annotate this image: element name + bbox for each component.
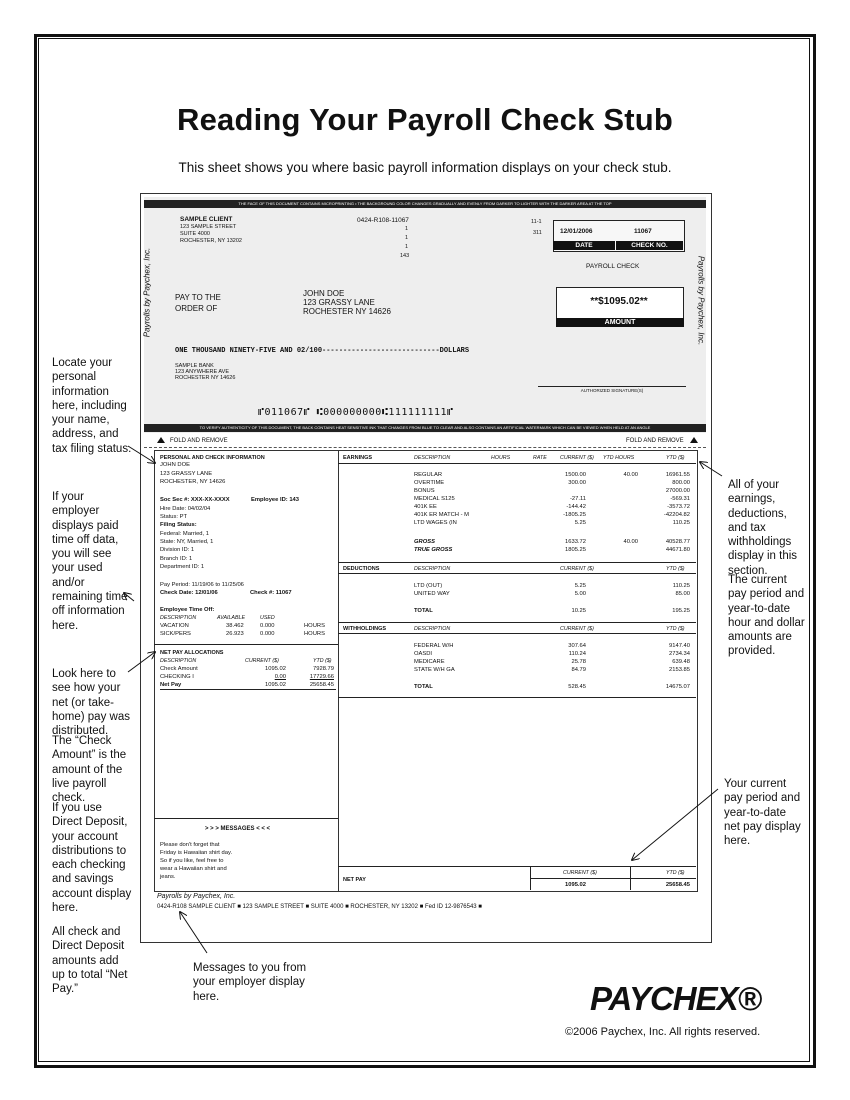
earnings-overtime-ytd: 800.00 [672, 480, 690, 486]
pay-to-label-1: PAY TO THE [175, 293, 221, 302]
earnings-col-current: CURRENT ($) [560, 455, 594, 461]
deductions-total-ytd: 195.25 [672, 608, 690, 614]
check-ref-num-2: 1 [405, 235, 409, 241]
withholdings-col-ytd: YTD ($) [666, 626, 685, 632]
check-number-value: 11067 [634, 228, 652, 235]
earnings-label: EARNINGS [343, 455, 373, 461]
true-gross-label: TRUE GROSS [414, 547, 453, 553]
deductions-total-label: TOTAL [414, 608, 433, 614]
net-alloc-netpay-desc: Net Pay [160, 682, 182, 688]
amount-value: **$1095.02** [590, 296, 648, 307]
filing-status: Filing Status: [160, 522, 197, 528]
withholding-oasdi-current: 110.24 [568, 651, 586, 657]
withholding-federal-current: 307.64 [568, 643, 586, 649]
copyright: ©2006 Paychex, Inc. All rights reserved. [565, 1026, 761, 1038]
withholding-state-current: 84.79 [571, 667, 586, 673]
pay-to-label-2: ORDER OF [175, 304, 218, 313]
earnings-col-ytd: YTD ($) [666, 455, 685, 461]
page-subtitle: This sheet shows you where basic payroll information displays on your check stub. [178, 160, 672, 175]
time-off-vacation-available: 38.462 [226, 623, 244, 629]
deductions-col-ytd: YTD ($) [666, 566, 685, 572]
net-pay-label: NET PAY [343, 877, 366, 883]
deduction-unitedway-current: 5.00 [574, 591, 586, 597]
bank-city: ROCHESTER NY 14626 [175, 375, 236, 381]
employee-id: Employee ID: 143 [251, 497, 300, 503]
check-no-label: CHECK NO. [616, 241, 683, 250]
withholdings-col-current: CURRENT ($) [560, 626, 594, 632]
deduction-ltd-current: 5.25 [574, 583, 586, 589]
earnings-ltd-current: 5.25 [574, 520, 586, 526]
stub-footer-address: 0424-R108 SAMPLE CLIENT ■ 123 SAMPLE STREET ■ SUITE 4000 ■ ROCHESTER, NY 13202 ■ Fed ID 12-9876543 ■ [157, 904, 482, 910]
deductions-col-current: CURRENT ($) [560, 566, 594, 572]
earnings-401ker-current: -1805.25 [563, 512, 586, 518]
withholdings-total-ytd: 14675.07 [665, 684, 690, 690]
earnings-regular-current: 1500.00 [565, 472, 586, 478]
division-id: Division ID: 1 [160, 547, 195, 553]
annotation-time-off: If your employer displays paid time off data, you will see your used and/or remaining time off information here. [52, 491, 128, 632]
net-alloc-col-current: CURRENT ($) [245, 658, 279, 664]
earnings-regular-ytd: 16961.55 [665, 472, 690, 478]
earnings-401kee-current: -144.42 [566, 504, 586, 510]
client-suite: SUITE 4000 [180, 231, 210, 237]
net-alloc-netpay-current: 1095.02 [265, 682, 286, 688]
annotation-current-pay: The current pay period and year-to-date hour and dollar amounts are provided. [728, 574, 805, 658]
arrow-time-off [124, 593, 134, 601]
soc-sec: Soc Sec #: XXX-XX-XXXX [160, 497, 230, 503]
message-line-2: Friday is Hawaiian shirt day. [160, 850, 233, 856]
time-off-vacation-desc: VACATION [160, 623, 189, 629]
micr-line: ⑈011067⑈ ⑆000000000⑆111111111⑈ [258, 407, 454, 418]
time-off-header: Employee Time Off: [160, 607, 215, 613]
stub-footer-brand: Payrolls by Paychex, Inc. [157, 893, 236, 900]
net-alloc-col-ytd: YTD ($) [313, 658, 332, 664]
net-pay-current: 1095.02 [565, 882, 586, 888]
client-street: 123 SAMPLE STREET [180, 224, 237, 230]
net-alloc-checking-desc: CHECKING I [160, 674, 194, 680]
check-ref-code: 0424-R108-11067 [357, 217, 409, 224]
gross-ytd-hours: 40.00 [623, 539, 638, 545]
personal-street: 123 GRASSY LANE [160, 471, 213, 477]
withholdings-col-desc: DESCRIPTION [414, 626, 451, 632]
net-pay-ytd: 25658.45 [665, 882, 690, 888]
net-alloc-checking-ytd: 17729.66 [309, 674, 334, 680]
signature-label: AUTHORIZED SIGNATURE(S) [580, 388, 644, 393]
deduction-unitedway-ytd: 85.00 [675, 591, 690, 597]
earnings-401kee-ytd: -3573.72 [667, 504, 690, 510]
earnings-bonus-ytd: 27000.00 [665, 488, 690, 494]
annotation-your-current: Your current pay period and year-to-date net pay display here. [724, 778, 801, 848]
check-ref-num-4: 143 [400, 253, 410, 259]
fold-label-right: FOLD AND REMOVE [626, 438, 684, 444]
deduction-ltd-desc: LTD (OUT) [414, 583, 443, 589]
department-id: Department ID: 1 [160, 564, 205, 570]
arrow-your-current [632, 789, 718, 860]
side-text-left: Payrolls by Paychex, Inc. [142, 247, 152, 338]
payee-city: ROCHESTER NY 14626 [303, 307, 391, 316]
earnings-ltd-desc: LTD WAGES (IN [414, 520, 457, 526]
check-ref-num-3: 1 [405, 244, 409, 250]
message-line-3: So if you like, feel free to [160, 858, 224, 864]
side-text-right: Payrolls by Paychex, Inc. [696, 255, 706, 346]
deductions-total-current: 10.25 [571, 608, 586, 614]
time-off-col-desc: DESCRIPTION [160, 615, 197, 621]
deduction-ltd-ytd: 110.25 [672, 583, 690, 589]
withholdings-total-label: TOTAL [414, 684, 433, 690]
earnings-col-rate: RATE [533, 455, 547, 461]
message-line-1: Please don't forget that [160, 842, 220, 848]
amount-label: AMOUNT [556, 318, 684, 327]
withholding-medicare-ytd: 639.48 [672, 659, 690, 665]
net-alloc-checking-current: 0.00 [274, 674, 286, 680]
net-alloc-netpay-ytd: 25658.45 [309, 682, 334, 688]
earnings-regular-ytd-hours: 40.00 [623, 472, 638, 478]
deduction-unitedway-desc: UNITED WAY [414, 591, 450, 597]
earnings-401ker-desc: 401K ER MATCH - M [414, 512, 469, 518]
time-off-sick-used: 0.000 [260, 631, 275, 637]
personal-name: JOHN DOE [160, 462, 190, 468]
withholding-medicare-desc: MEDICARE [414, 659, 445, 665]
annotation-earnings: All of your earnings, deductions, and tax withholdings display in this section. [728, 479, 798, 577]
annotation-direct-deposit: If you use Direct Deposit, your account distributions to each checking and savings account display here. [52, 802, 132, 915]
message-line-5: jeans. [160, 874, 176, 880]
client-city: ROCHESTER, NY 13202 [180, 238, 242, 244]
gross-label: GROSS [414, 539, 435, 545]
earnings-overtime-current: 300.00 [568, 480, 586, 486]
hire-date: Hire Date: 04/02/04 [160, 506, 211, 512]
check-date: Check Date: 12/01/06 [160, 590, 218, 596]
state-status: State: NY, Married, 1 [160, 539, 214, 545]
bank-street: 123 ANYWHERE AVE [175, 369, 230, 375]
federal-status: Federal: Married, 1 [160, 531, 209, 537]
check-date-value: 12/01/2006 [560, 228, 593, 235]
withholding-federal-ytd: 9147.40 [669, 643, 690, 649]
annotation-all-add-up: All check and Direct Deposit amounts add up to total “Net Pay.” [52, 926, 128, 996]
true-gross-ytd: 44671.80 [665, 547, 690, 553]
messages-header: > > > MESSAGES < < < [205, 826, 271, 832]
net-pay-col-ytd: YTD ($) [666, 870, 685, 876]
net-alloc-check-ytd: 7928.79 [313, 666, 334, 672]
time-off-sick-available: 26.923 [226, 631, 244, 637]
withholding-state-ytd: 2153.85 [669, 667, 690, 673]
annotation-net-pay: Look here to see how your net (or take-home) pay was distributed. [52, 668, 130, 738]
arrow-personal-info [128, 446, 155, 463]
fold-label-left: FOLD AND REMOVE [170, 438, 228, 444]
deductions-col-desc: DESCRIPTION [414, 566, 451, 572]
withholding-federal-desc: FEDERAL W/H [414, 643, 454, 649]
bank-name: SAMPLE BANK [175, 363, 214, 369]
time-off-col-available: AVAILABLE [217, 615, 245, 621]
client-name: SAMPLE CLIENT [180, 216, 233, 223]
time-off-sick-unit: HOURS [304, 631, 325, 637]
annotation-messages: Messages to you from your employer display here. [193, 962, 307, 1003]
earnings-401ker-ytd: -42204.82 [663, 512, 690, 518]
payee-street: 123 GRASSY LANE [303, 298, 375, 307]
fraction-top: 11-1 [531, 219, 542, 225]
deductions-label: DEDUCTIONS [343, 566, 380, 572]
earnings-col-desc: DESCRIPTION [414, 455, 451, 461]
true-gross-current: 1805.25 [565, 547, 586, 553]
check-number: Check #: 11067 [250, 590, 292, 596]
withholdings-label: WITHHOLDINGS [343, 626, 387, 632]
annotation-check-amount: The “Check Amount” is the amount of the live payroll check. [52, 735, 127, 805]
net-alloc-check-current: 1095.02 [265, 666, 286, 672]
time-off-sick-desc: SICK/PERS [160, 631, 191, 637]
withholdings-total-current: 528.45 [568, 684, 586, 690]
personal-city: ROCHESTER, NY 14626 [160, 479, 226, 485]
earnings-col-ytd-hours: YTD HOURS [603, 455, 635, 461]
payroll-check-label: PAYROLL CHECK [586, 263, 640, 270]
earnings-401kee-desc: 401K EE [414, 504, 437, 510]
check-ref-num-1: 1 [405, 226, 409, 232]
amount-in-words: ONE THOUSAND NINETY-FIVE AND 02/100----------------------------DOLLARS [175, 347, 470, 355]
payee-name: JOHN DOE [303, 289, 345, 298]
arrow-net-pay [128, 652, 155, 672]
gross-current: 1633.72 [565, 539, 586, 545]
branch-id: Branch ID: 1 [160, 556, 193, 562]
paychex-logo: PAYCHEX® [590, 980, 761, 1017]
net-alloc-header: NET PAY ALLOCATIONS [160, 650, 224, 656]
net-alloc-check-desc: Check Amount [160, 666, 198, 672]
check-banner-bottom: TO VERIFY AUTHENTICITY OF THIS DOCUMENT, THE BACK CONTAINS HEAT SENSITIVE INK THAT CHANGES FROM BLUE TO CLEAR AND ALSO CONTAINS AN ARTIFICIAL WATERMARK WHICH CAN BE VIEWED WHEN HELD AT AN ANGLE [144, 424, 706, 432]
check-banner-top: THE FACE OF THIS DOCUMENT CONTAINS MICROPRINTING • THE BACKGROUND COLOR CHANGES GRADUALLY AND EVENLY FROM DARKER TO LIGHTER WITH THE DARKER AREA AT THE TOP [144, 200, 706, 208]
net-pay-col-current: CURRENT ($) [563, 870, 597, 876]
withholding-medicare-current: 25.78 [571, 659, 586, 665]
personal-header: PERSONAL AND CHECK INFORMATION [160, 455, 265, 461]
time-off-vacation-unit: HOURS [304, 623, 325, 629]
earnings-ltd-ytd: 110.25 [672, 520, 690, 526]
pay-period: Pay Period: 11/19/06 to 11/25/06 [160, 582, 244, 588]
earnings-bonus-desc: BONUS [414, 488, 435, 494]
withholding-state-desc: STATE W/H GA [414, 667, 455, 673]
earnings-col-hours: HOURS [491, 455, 511, 461]
status: Status: PT [160, 514, 188, 520]
gross-ytd: 40528.77 [665, 539, 690, 545]
earnings-overtime-desc: OVERTIME [414, 480, 445, 486]
earnings-medical-current: -27.11 [569, 496, 586, 502]
withholding-oasdi-ytd: 2734.34 [669, 651, 690, 657]
arrow-messages [180, 912, 207, 953]
page-title: Reading Your Payroll Check Stub [177, 102, 673, 137]
earnings-medical-desc: MEDICAL S125 [414, 496, 455, 502]
net-alloc-col-desc: DESCRIPTION [160, 658, 197, 664]
earnings-medical-ytd: -569.31 [670, 496, 690, 502]
message-line-4: wear a Hawaiian shirt and [160, 866, 227, 872]
time-off-vacation-used: 0.000 [260, 623, 275, 629]
arrow-earnings [700, 462, 722, 476]
fraction-bottom: 311 [533, 230, 542, 236]
date-label: DATE [553, 241, 615, 250]
time-off-col-used: USED [260, 615, 275, 621]
withholding-oasdi-desc: OASDI [414, 651, 433, 657]
annotation-personal-info: Locate your personal information here, including your name, address, and tax filing status. [52, 357, 132, 455]
earnings-regular-desc: REGULAR [414, 472, 443, 478]
